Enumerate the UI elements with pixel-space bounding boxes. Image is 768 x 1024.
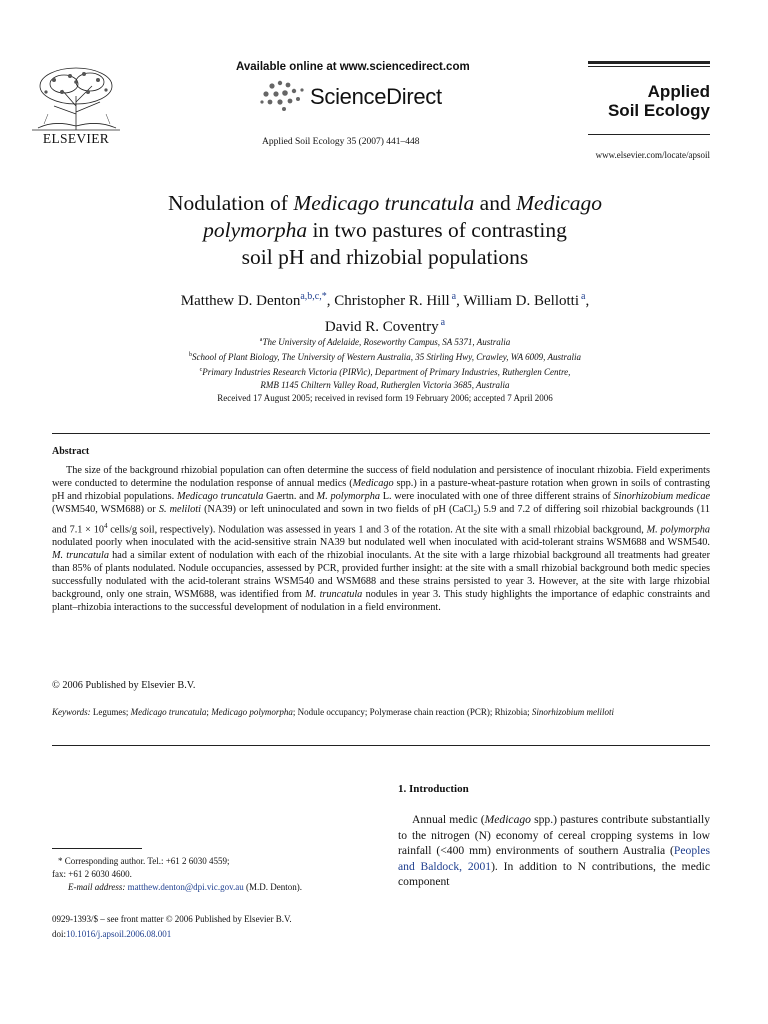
abstract-species: M. polymorpha: [316, 490, 381, 502]
journal-rule: [588, 134, 710, 135]
keyword-text: ;: [206, 707, 212, 717]
author-affiliation-link[interactable]: a,b,c,*: [300, 291, 327, 302]
footnote-fax: fax: +61 2 6030 4600.: [52, 869, 132, 879]
publisher-name: ELSEVIER: [42, 131, 110, 146]
abstract-text: (WSM540, WSM688) or: [52, 503, 159, 515]
affiliations: [60, 334, 710, 392]
affiliation-c: [60, 364, 710, 379]
abstract-text: (NA39) or left uninoculated and sown in two fields of pH (CaCl: [200, 503, 474, 515]
affiliation-text: School of Plant Biology, The University of Western Australia, 35 Stirling Hwy, Crawley, WA 6009, Australia: [191, 352, 582, 362]
journal-title-line2: Soil Ecology: [607, 101, 710, 120]
title-text: Nodulation of: [167, 191, 294, 215]
journal-title-line1: Applied: [647, 82, 710, 101]
affiliation-a: [60, 334, 710, 349]
title-text: soil pH and rhizobial populations: [241, 245, 529, 269]
affiliation-marker: c: [199, 367, 203, 373]
author-name: David R. Coventry: [324, 319, 439, 335]
journal-citation: Applied Soil Ecology 35 (2007) 441–448: [262, 137, 420, 147]
affiliation-text: The University of Adelaide, Roseworthy Campus, SA 5371, Australia: [262, 337, 511, 347]
author-affiliation-link[interactable]: a: [581, 291, 586, 302]
introduction-body: [398, 812, 710, 890]
abstract-body: [52, 465, 710, 615]
section-rule: [52, 433, 710, 434]
abstract-species: Medicago: [352, 477, 394, 489]
abstract-species: Medicago truncatula: [176, 490, 264, 502]
issn-line: 0929-1393/$ – see front matter © 2006 Published by Elsevier B.V.: [52, 914, 292, 924]
title-text: and: [474, 191, 517, 215]
abstract-species: Sinorhizobium medicae: [613, 490, 711, 502]
title-species: polymorpha: [203, 218, 308, 242]
received-dates: Received 17 August 2005; received in revised form 19 February 2006; accepted 7 April 2006: [217, 393, 553, 403]
author-affiliation-link[interactable]: a: [451, 291, 457, 302]
footnote-rule: [52, 848, 142, 849]
abstract-text: ) 5.9 and 7.2 of differing soil rhizobial backgrounds (11 and 7.1 × 10: [52, 503, 710, 536]
abstract-text: Gaertn. and: [263, 490, 317, 502]
title-text: in two pastures of contrasting: [307, 218, 567, 242]
abstract-species: M. truncatula: [305, 589, 363, 601]
abstract-superscript: 4: [103, 521, 108, 530]
abstract-text: L. were inoculated with one of three different strains of: [380, 490, 614, 502]
keyword-text: ; Nodule occupancy; Polymerase chain reaction (PCR); Rhizobia;: [292, 707, 532, 717]
journal-rule: [588, 61, 710, 64]
abstract-text: cells/g soil, respectively). Nodulation was assessed in years 1 and 3 of the rotation. At the site with a small rhizobial background,: [107, 524, 647, 536]
introduction-paragraph: [398, 812, 710, 890]
sciencedirect-wordmark: ScienceDirect: [310, 84, 442, 109]
author-name: , William D. Bellotti: [456, 293, 579, 309]
affiliation-b: [60, 349, 710, 364]
title-species: Medicago truncatula: [293, 191, 475, 215]
affiliation-marker: b: [188, 352, 192, 358]
abstract-species: M. truncatula: [52, 550, 109, 562]
affiliation-text: Primary Industries Research Victoria (PIRVic), Department of Primary Industries, Rutherglen Centre,: [202, 367, 571, 377]
abstract-subscript: 2: [473, 508, 477, 517]
author-name: , Christopher R. Hill: [326, 293, 450, 309]
doi-line: [52, 927, 372, 942]
introduction-heading: 1. Introduction: [398, 783, 469, 795]
keywords: [52, 706, 710, 719]
footnote-corr: * Corresponding author. Tel.: +61 2 6030 4559;: [58, 856, 230, 866]
abstract-copyright: © 2006 Published by Elsevier B.V.: [52, 680, 196, 691]
abstract-text: The size of the background rhizobial population can often determine the success of field nodulation and persistence of inoculant rhizobia. Field experiments were conducted to determine the nodulation response of annual medics (: [52, 465, 710, 489]
doi-label: doi:: [52, 929, 67, 939]
email-owner: (M.D. Denton).: [243, 882, 303, 892]
author-separator: ,: [585, 293, 590, 309]
author-list: [60, 286, 710, 338]
keyword-species: Medicago polymorpha: [211, 707, 293, 717]
keyword-species: Sinorhizobium meliloti: [531, 707, 614, 717]
abstract-species: M. polymorpha: [646, 524, 710, 536]
intro-text: spp.) pastures contribute substantially to the nitrogen (N) economy of cereal cropping systems in low rainfall (<400 mm) environments of southern Australia (: [398, 813, 710, 858]
journal-url[interactable]: www.elsevier.com/locate/apsoil: [595, 150, 710, 160]
author-name: Matthew D. Denton: [180, 293, 301, 309]
elsevier-tree-logo: [24, 66, 128, 132]
reference-link[interactable]: Peoples and Baldock, 2001: [398, 844, 710, 873]
email-label: E-mail address:: [68, 882, 126, 892]
keywords-label: Keywords:: [52, 707, 91, 717]
abstract-text: nodulated poorly when inoculated with the acid-sensitive strain NA39 but nodulated well when inoculated with acid-tolerant strains WSM688 and WSM540.: [52, 537, 710, 549]
sciencedirect-dots-icon: [258, 80, 308, 112]
abstract-paragraph: [52, 465, 710, 615]
keyword-text: Legumes;: [90, 707, 131, 717]
abstract-text: nodules in year 3. This study highlights the importance of edaphic constraints and plant–rhizobia interactions to the successful development of nodulation in a field environment.: [52, 589, 710, 613]
intro-text: ). In addition to N contributions, the medic component: [398, 859, 711, 889]
footnote-email: [52, 881, 372, 894]
section-rule: [52, 745, 710, 746]
intro-text: Annual medic (: [412, 813, 485, 826]
affiliation-c-cont: RMB 1145 Chiltern Valley Road, Rutherglen Victoria 3685, Australia: [260, 380, 510, 390]
doi-link[interactable]: 10.1016/j.apsoil.2006.08.001: [66, 929, 172, 939]
affiliation-marker: a: [259, 337, 263, 343]
email-link[interactable]: matthew.denton@dpi.vic.gov.au: [127, 882, 244, 892]
front-matter: [52, 912, 372, 942]
author-affiliation-link[interactable]: a: [440, 317, 446, 328]
abstract-text: had a similar extent of nodulation with each of the rhizobial inoculants. At the site with a large rhizobial background all treatments had greater than 85% of plants nodulated. Nodule occupancies, assessed by PCR, provided further insight: at the site with a small rhizobial background both medic species successfully nodulated with the acid-tolerant strains WSM540 and WSM688 and these strains persisted to year 3. However, at the site with large rhizobial background, only one strain, WSM688, was identified from: [52, 550, 711, 601]
abstract-species: S. meliloti: [158, 503, 201, 515]
abstract-heading: Abstract: [52, 446, 90, 457]
journal-rule: [588, 66, 710, 67]
article-title: [60, 190, 710, 271]
abstract-text: spp.) in a pasture-wheat-pasture rotation when grown in soils of contrasting pH and rhizobial populations.: [52, 477, 710, 502]
available-online-text: Available online at www.sciencedirect.com: [236, 61, 470, 73]
title-species: Medicago: [516, 191, 603, 215]
corresponding-author-footnote: [52, 855, 372, 894]
keyword-species: Medicago truncatula: [130, 707, 207, 717]
intro-species: Medicago: [484, 813, 531, 826]
journal-title: [588, 82, 710, 120]
